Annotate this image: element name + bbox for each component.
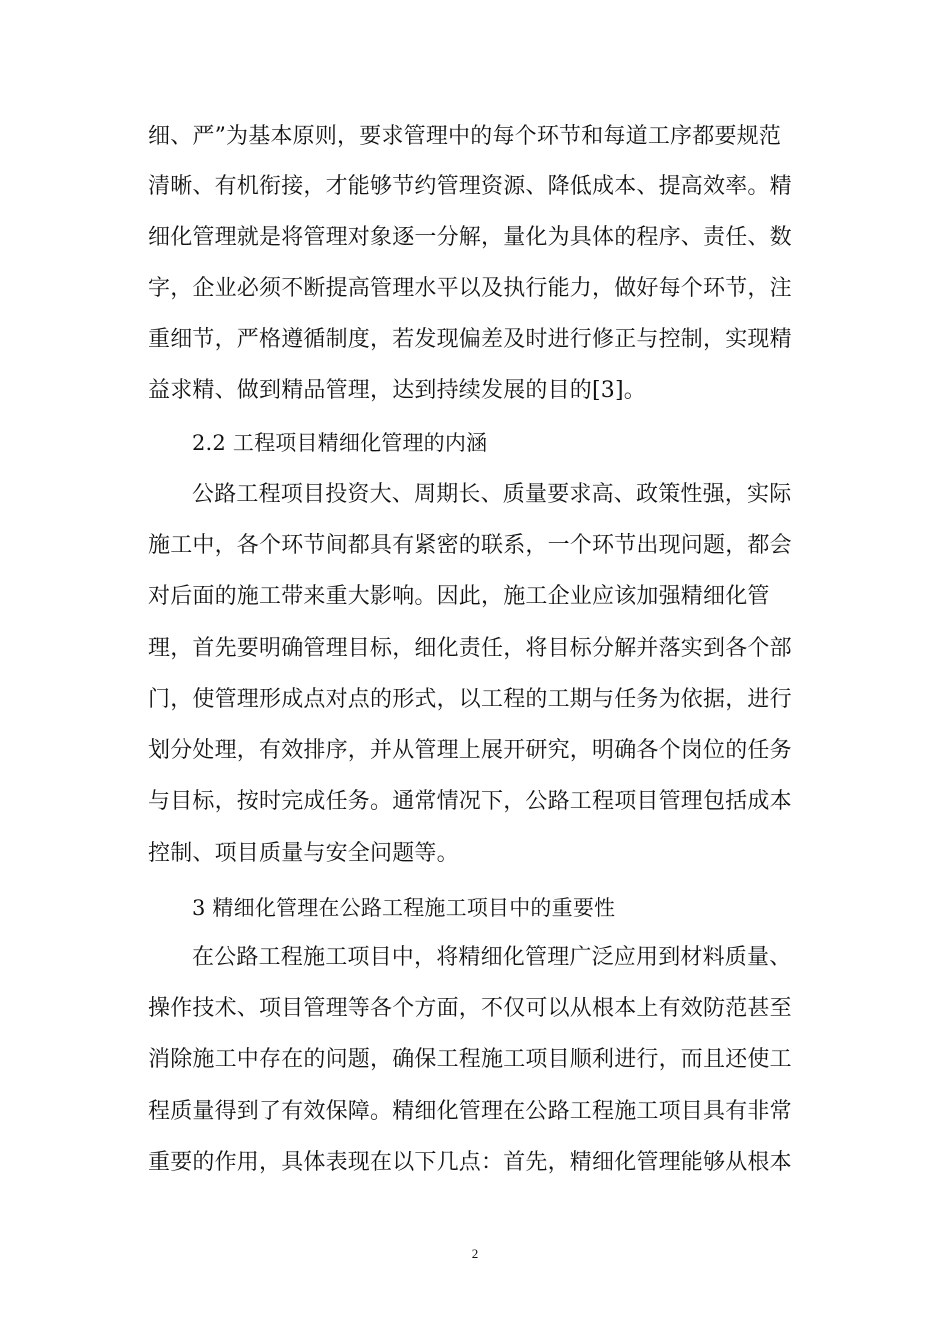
paragraph-line: 理，首先要明确管理目标，细化责任，将目标分解并落实到各个部 [148,636,792,661]
paragraph-line: 在公路工程施工项目中，将精细化管理广泛应用到材料质量、 [192,945,792,970]
paragraph-line: 操作技术、项目管理等各个方面，不仅可以从根本上有效防范甚至 [148,996,792,1021]
paragraph-line: 字，企业必须不断提高管理水平以及执行能力，做好每个环节，注 [148,276,792,301]
paragraph-line: 重要的作用，具体表现在以下几点：首先，精细化管理能够从根本 [148,1150,792,1175]
paragraph-line: 施工中，各个环节间都具有紧密的联系，一个环节出现问题，都会 [148,533,792,558]
section-heading-3: 3 精细化管理在公路工程施工项目中的重要性 [192,896,616,920]
paragraph-line: 划分处理，有效排序，并从管理上展开研究，明确各个岗位的任务 [148,738,792,763]
paragraph-line: 与目标，按时完成任务。通常情况下，公路工程项目管理包括成本 [148,789,792,814]
page-number: 2 [471,1246,479,1261]
paragraph-line: 控制、项目质量与安全问题等。 [148,841,459,866]
paragraph-line: 门，使管理形成点对点的形式，以工程的工期与任务为依据，进行 [148,687,792,712]
paragraph-line: 对后面的施工带来重大影响。因此，施工企业应该加强精细化管 [148,584,770,609]
paragraph-line: 公路工程项目投资大、周期长、质量要求高、政策性强，实际 [192,482,792,507]
section-heading-2-2: 2.2 工程项目精细化管理的内涵 [192,431,488,455]
paragraph-line: 益求精、做到精品管理，达到持续发展的目的[3]。 [148,378,646,403]
paragraph-line: 程质量得到了有效保障。精细化管理在公路工程施工项目具有非常 [148,1099,792,1124]
paragraph-line: 重细节，严格遵循制度，若发现偏差及时进行修正与控制，实现精 [148,327,792,352]
paragraph-line: 细、严”为基本原则，要求管理中的每个环节和每道工序都要规范 [148,124,782,149]
paragraph-line: 清晰、有机衔接，才能够节约管理资源、降低成本、提高效率。精 [148,174,792,199]
paragraph-line: 细化管理就是将管理对象逐一分解，量化为具体的程序、责任、数 [148,225,792,250]
paragraph-line: 消除施工中存在的问题，确保工程施工项目顺利进行，而且还使工 [148,1047,792,1072]
